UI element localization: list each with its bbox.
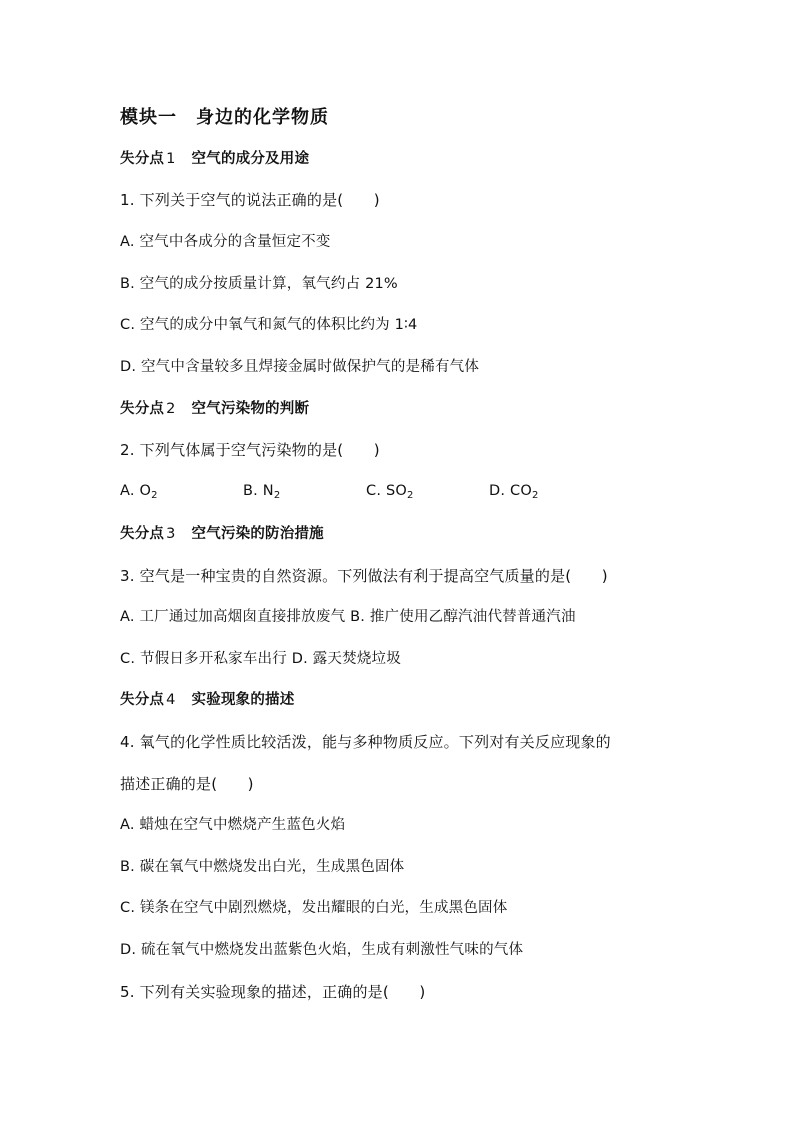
question-2-option-a [120, 481, 158, 501]
option-formula: O [139, 483, 152, 499]
section-heading-2 [120, 399, 309, 419]
section-prefix: 失分点 [120, 692, 165, 708]
module-title: 模块一 身边的化学物质 [120, 107, 329, 128]
question-1-option-d: D. 空气中含量较多且焊接金属时做保护气的是稀有气体 [120, 359, 480, 375]
section-heading-3 [120, 524, 324, 544]
section-prefix: 失分点 [120, 401, 165, 417]
section-heading-1 [120, 149, 309, 169]
question-2-stem: 2. 下列气体属于空气污染物的是( ) [120, 441, 380, 459]
question-1-option-c: C. 空气的成分中氧气和氮气的体积比约为 1∶4 [120, 317, 418, 333]
section-heading-4 [120, 690, 294, 710]
option-formula: CO [510, 483, 532, 499]
section-number: 1 [166, 151, 176, 167]
option-subscript: 2 [273, 490, 281, 501]
question-4-stem-line-1: 4. 氧气的化学性质比较活泼，能与多种物质反应。下列对有关反应现象的 [120, 733, 611, 751]
section-prefix: 失分点 [120, 526, 165, 542]
option-letter: C. [366, 483, 382, 499]
section-label: 空气的成分及用途 [191, 151, 310, 167]
section-label: 实验现象的描述 [191, 692, 295, 708]
question-2-option-c [366, 481, 414, 501]
section-label: 空气污染物的判断 [191, 401, 310, 417]
question-4-option-b: B. 碳在氧气中燃烧发出白光，生成黑色固体 [120, 859, 405, 875]
question-4-option-d: D. 硫在氧气中燃烧发出蓝紫色火焰，生成有刺激性气味的气体 [120, 942, 524, 958]
question-3-options-line-2: C. 节假日多开私家车出行 D. 露天焚烧垃圾 [120, 651, 401, 667]
question-3-options-line-1: A. 工厂通过加高烟囱直接排放废气 B. 推广使用乙醇汽油代替普通汽油 [120, 609, 576, 625]
section-number: 3 [166, 526, 176, 542]
question-1-stem: 1. 下列关于空气的说法正确的是( ) [120, 191, 380, 209]
option-letter: B. [243, 483, 258, 499]
section-number: 4 [166, 692, 176, 708]
option-letter: A. [120, 483, 135, 499]
section-prefix: 失分点 [120, 151, 165, 167]
question-3-stem: 3. 空气是一种宝贵的自然资源。下列做法有利于提高空气质量的是( ) [120, 567, 608, 585]
question-5-stem: 5. 下列有关实验现象的描述，正确的是( ) [120, 983, 426, 1001]
question-2-option-d [489, 481, 539, 501]
option-subscript: 2 [531, 490, 539, 501]
option-formula: SO [385, 483, 407, 499]
question-1-option-a: A. 空气中各成分的含量恒定不变 [120, 234, 331, 250]
option-letter: D. [489, 483, 506, 499]
question-4-stem-line-2: 描述正确的是( ) [120, 775, 254, 793]
question-4-option-a: A. 蜡烛在空气中燃烧产生蓝色火焰 [120, 817, 346, 833]
section-number: 2 [166, 401, 176, 417]
question-2-option-b [243, 481, 280, 501]
question-4-option-c: C. 镁条在空气中剧烈燃烧，发出耀眼的白光，生成黑色固体 [120, 900, 508, 916]
section-label: 空气污染的防治措施 [191, 526, 324, 542]
option-subscript: 2 [406, 490, 414, 501]
option-formula: N [262, 483, 274, 499]
option-subscript: 2 [151, 490, 158, 501]
question-1-option-b: B. 空气的成分按质量计算，氧气约占 21% [120, 276, 398, 292]
